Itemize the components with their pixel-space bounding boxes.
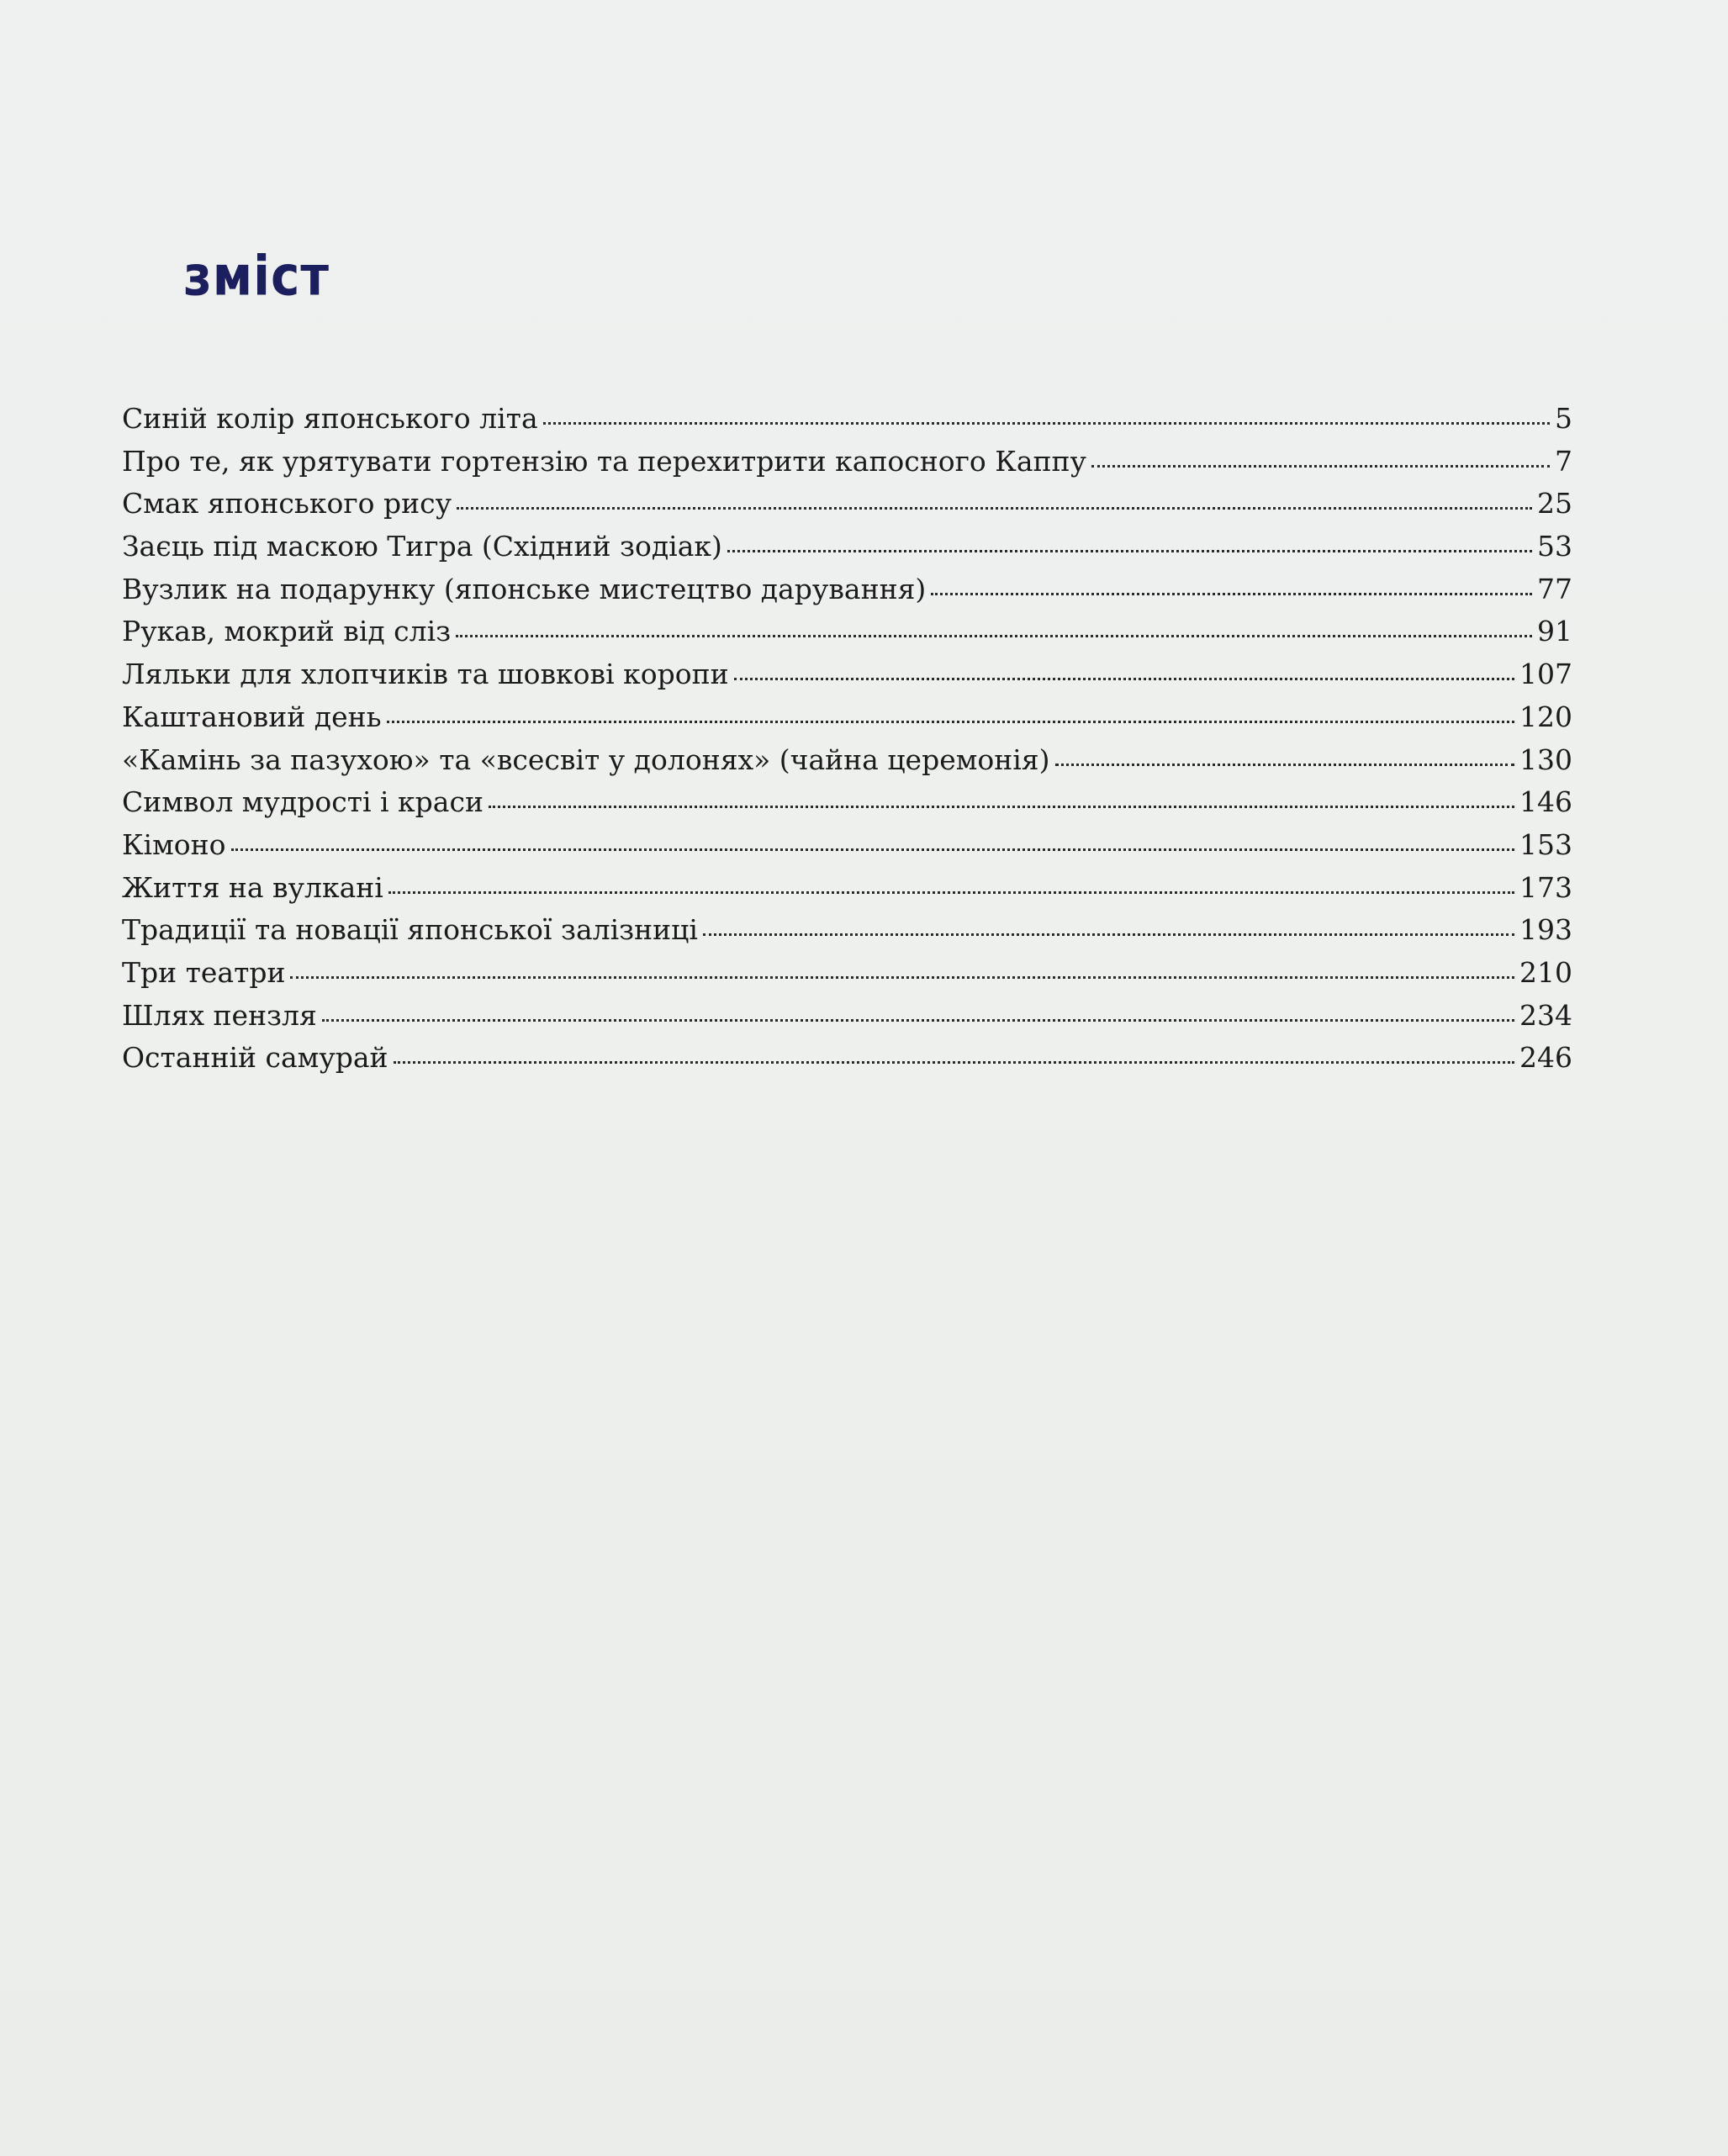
toc-entry-page-number: 107 xyxy=(1519,658,1572,691)
toc-entry-title: «Камінь за пазухою» та «всесвіт у долонях» (чайна церемонія) xyxy=(122,742,1050,776)
toc-entry-page-number: 5 xyxy=(1555,402,1572,435)
toc-entry-page-number: 130 xyxy=(1519,742,1572,776)
toc-entry xyxy=(122,445,1572,488)
toc-entry-page-number: 246 xyxy=(1519,1041,1572,1075)
toc-entry xyxy=(122,743,1572,786)
toc-entry-page-number: 173 xyxy=(1519,870,1572,904)
toc-entry-page-number: 53 xyxy=(1537,530,1572,563)
dot-leader xyxy=(489,806,1514,808)
toc-entry xyxy=(122,828,1572,871)
dot-leader xyxy=(931,593,1532,595)
toc-entry-title: Шлях пензля xyxy=(122,998,317,1032)
toc-entry-page-number: 193 xyxy=(1519,913,1572,947)
toc-entry xyxy=(122,530,1572,573)
toc-entry-title: Синій колір японського літа xyxy=(122,402,538,435)
toc-entry xyxy=(122,871,1572,914)
toc-entry-title: Традиції та новації японської залізниці xyxy=(122,913,698,947)
toc-entry xyxy=(122,999,1572,1042)
toc-entry-title: Смак японського рису xyxy=(122,487,452,521)
dot-leader xyxy=(543,422,1550,425)
toc-entry-title: Заєць під маскою Тигра (Східний зодіак) xyxy=(122,530,722,563)
toc-entry-page-number: 153 xyxy=(1519,827,1572,861)
dot-leader xyxy=(734,678,1514,680)
dot-leader xyxy=(1091,465,1550,468)
toc-entry-title: Кімоно xyxy=(122,827,226,861)
toc-entry-title: Про те, як урятувати гортензію та перехитрити капосного Каппу xyxy=(122,444,1086,478)
toc-entry-page-number: 210 xyxy=(1519,955,1572,989)
dot-leader xyxy=(727,550,1532,552)
dot-leader xyxy=(457,507,1532,510)
toc-entry-page-number: 91 xyxy=(1537,615,1572,648)
toc-entry xyxy=(122,402,1572,445)
dot-leader xyxy=(394,1061,1514,1064)
dot-leader xyxy=(1055,764,1514,766)
toc-entry-title: Ляльки для хлопчиків та шовкові коропи xyxy=(122,658,729,691)
dot-leader xyxy=(387,721,1514,723)
toc-entry-title: Життя на вулкані xyxy=(122,870,383,904)
toc-entry xyxy=(122,700,1572,743)
dot-leader xyxy=(290,976,1514,979)
toc-entry xyxy=(122,785,1572,828)
toc-entry-page-number: 234 xyxy=(1519,998,1572,1032)
toc-entry xyxy=(122,615,1572,658)
toc-entry-title: Вузлик на подарунку (японське мистецтво дарування) xyxy=(122,572,927,605)
page-title: зміст xyxy=(183,244,330,309)
toc-entry-title: Останній самурай xyxy=(122,1041,388,1075)
toc-entry xyxy=(122,913,1572,956)
dot-leader xyxy=(703,933,1514,936)
toc-entry xyxy=(122,487,1572,530)
toc-entry-title: Рукав, мокрий від сліз xyxy=(122,615,452,648)
table-of-contents xyxy=(122,402,1572,1084)
dot-leader xyxy=(388,891,1514,894)
toc-entry xyxy=(122,1041,1572,1084)
toc-entry-title: Каштановий день xyxy=(122,700,382,733)
toc-entry xyxy=(122,658,1572,700)
toc-entry-page-number: 120 xyxy=(1519,700,1572,733)
toc-entry xyxy=(122,573,1572,616)
toc-entry-page-number: 146 xyxy=(1519,785,1572,819)
toc-entry-title: Три театри xyxy=(122,955,286,989)
dot-leader xyxy=(456,635,1532,637)
toc-entry xyxy=(122,956,1572,999)
toc-entry-title: Символ мудрості і краси xyxy=(122,785,484,819)
toc-entry-page-number: 25 xyxy=(1537,487,1572,521)
toc-entry-page-number: 7 xyxy=(1555,444,1572,478)
dot-leader xyxy=(322,1019,1514,1022)
dot-leader xyxy=(231,848,1515,851)
toc-entry-page-number: 77 xyxy=(1537,572,1572,605)
